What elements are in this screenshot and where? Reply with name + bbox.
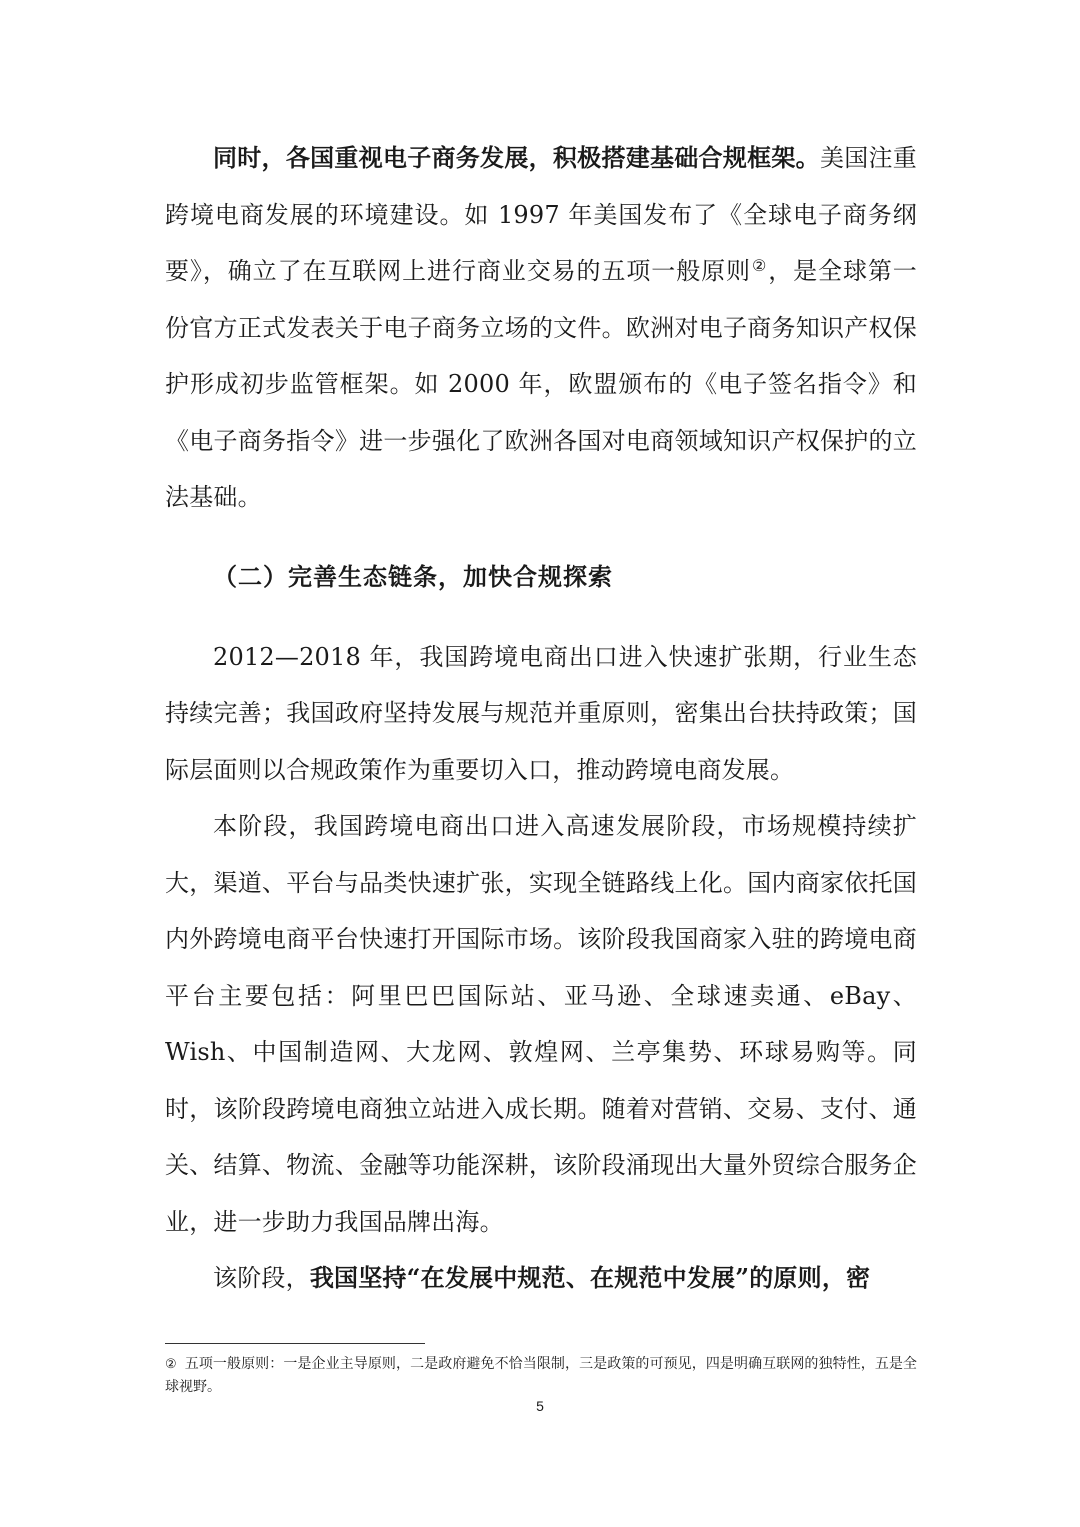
paragraph-text-continued: ，是全球第一份官方正式发表关于电子商务立场的文件。欧洲对电子商务知识产权保护形成初步监管框架。如 2000 年，欧盟颁布的《电子签名指令》和《电子商务指令》进一步强化了欧洲各国对电商领域知识产权保护的立法基础。: [165, 257, 917, 511]
paragraph-high-speed-stage: 本阶段，我国跨境电商出口进入高速发展阶段，市场规模持续扩大，渠道、平台与品类快速扩张，实现全链路线上化。国内商家依托国内外跨境电商平台快速打开国际市场。该阶段我国商家入驻的跨境电商平台主要包括：阿里巴巴国际站、亚马逊、全球速卖通、eBay、Wish、中国制造网、大龙网、敦煌网、兰亭集势、环球易购等。同时，该阶段跨境电商独立站进入成长期。随着对营销、交易、支付、通关、结算、物流、金融等功能深耕，该阶段涌现出大量外贸综合服务企业，进一步助力我国品牌出海。: [165, 812, 917, 1236]
footnote-divider: [165, 1343, 425, 1344]
footnote-mark: ②: [165, 1357, 177, 1372]
footnote-text: 五项一般原则：一是企业主导原则，二是政府避免不恰当限制，三是政策的可预见，四是明确互联网的独特性，五是全球视野。: [165, 1356, 918, 1395]
document-body: [165, 130, 917, 1307]
footnote-reference[interactable]: ②: [751, 256, 768, 275]
footnote: [165, 1353, 917, 1399]
paragraph-text: 美国注重跨境电商发展的环境建设。如 1997 年美国发布了《全球电子商务纲要》，确立了在互联网上进行商业交易的五项一般原则: [165, 144, 917, 285]
paragraph-bold-text: 我国坚持“在发展中规范、在规范中发展”的原则，密: [309, 1263, 871, 1292]
paragraph-bold-lead: 同时，各国重视电子商务发展，积极搭建基础合规框架。: [213, 143, 820, 172]
paragraph-global-ecommerce-frameworks: [165, 130, 917, 526]
paragraph-text-lead: 该阶段，: [213, 1264, 310, 1292]
section-heading: （二）完善生态链条，加快合规探索: [213, 561, 613, 591]
paragraph-expansion-period: 2012—2018 年，我国跨境电商出口进入快速扩张期，行业生态持续完善；我国政府坚持发展与规范并重原则，密集出台扶持政策；国际层面则以合规政策作为重要切入口，推动跨境电商发展。: [165, 642, 917, 784]
page-number: 5: [536, 1398, 544, 1414]
paragraph-principle: [165, 1250, 917, 1307]
